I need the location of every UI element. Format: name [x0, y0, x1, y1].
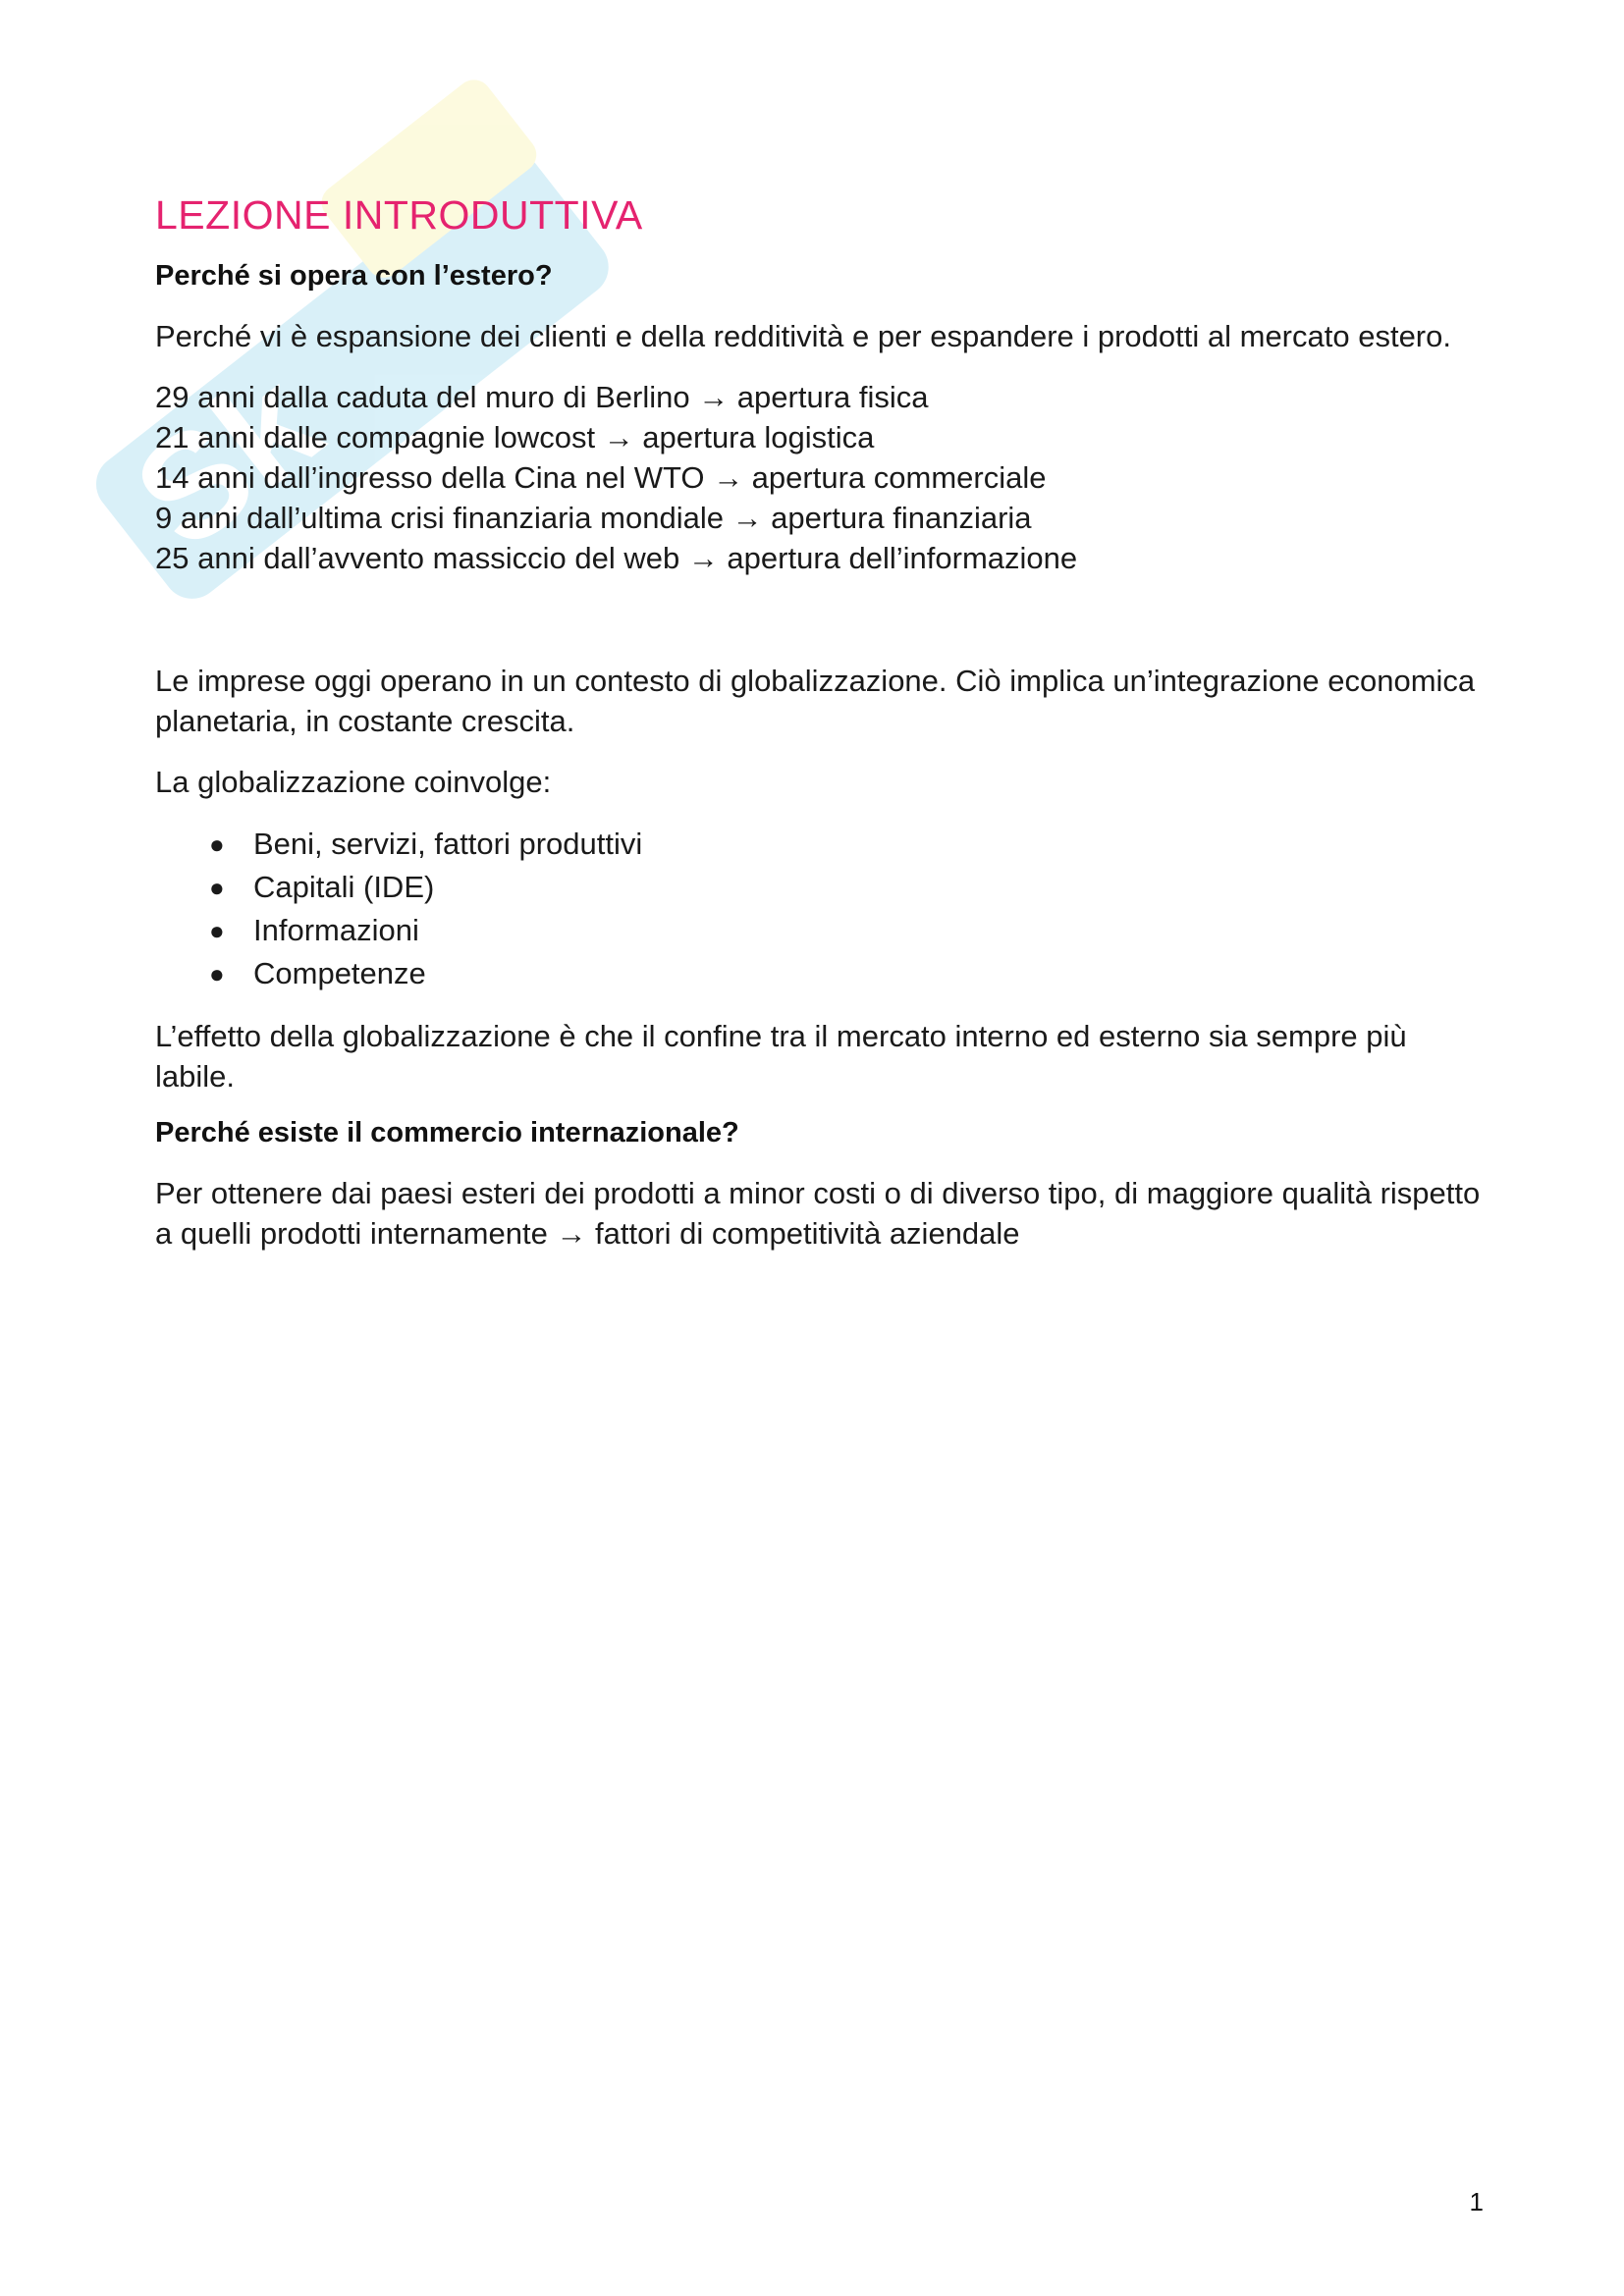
list-item: ● Competenze [155, 952, 1481, 995]
timeline-item: 21 anni dalle compagnie lowcost → apertura logistica [155, 420, 875, 454]
paragraph-coinvolge: La globalizzazione coinvolge: [155, 765, 552, 799]
spacer [155, 599, 1481, 661]
section-heading-commercio: Perché esiste il commercio internazionale? [155, 1117, 739, 1148]
svg-text:Sk: Sk [104, 338, 349, 580]
bullet-icon: ● [209, 873, 225, 902]
bullet-icon: ● [209, 829, 225, 859]
bullet-list [155, 823, 1481, 995]
list-item: ● Capitali (IDE) [155, 866, 1481, 909]
paragraph-espansione: Perché vi è espansione dei clienti e della redditività e per espandere i prodotti al mercato estero. [155, 319, 1451, 353]
bullet-icon: ● [209, 916, 225, 945]
paragraph-commercio: Per ottenere dai paesi esteri dei prodotti a minor costi o di diverso tipo, di maggiore qualità rispetto a quelli prodotti internamente → fattori di competitività aziendale [155, 1176, 1481, 1251]
paragraph-globalizzazione: Le imprese oggi operano in un contesto di globalizzazione. Ciò implica un’integrazione economica planetaria, in costante crescita. [155, 664, 1476, 738]
timeline-item: 29 anni dalla caduta del muro di Berlino → apertura fisica [155, 380, 929, 414]
section-heading-estero: Perché si opera con l’estero? [155, 260, 553, 292]
timeline-item: 25 anni dall’avvento massiccio del web → apertura dell’informazione [155, 541, 1078, 575]
timeline-list [155, 377, 1481, 578]
list-item: ● Informazioni [155, 909, 1481, 952]
timeline-item: 9 anni dall’ultima crisi finanziaria mondiale → apertura finanziaria [155, 501, 1032, 535]
document-body [155, 192, 1481, 1274]
page-number: 1 [1469, 2187, 1484, 2216]
bullet-icon: ● [209, 959, 225, 988]
list-item: ● Beni, servizi, fattori produttivi [155, 823, 1481, 866]
page-title: LEZIONE INTRODUTTIVA [155, 192, 643, 238]
paragraph-effetto: L’effetto della globalizzazione è che il confine tra il mercato interno ed esterno sia sempre più labile. [155, 1019, 1407, 1094]
timeline-item: 14 anni dall’ingresso della Cina nel WTO → apertura commerciale [155, 460, 1047, 495]
